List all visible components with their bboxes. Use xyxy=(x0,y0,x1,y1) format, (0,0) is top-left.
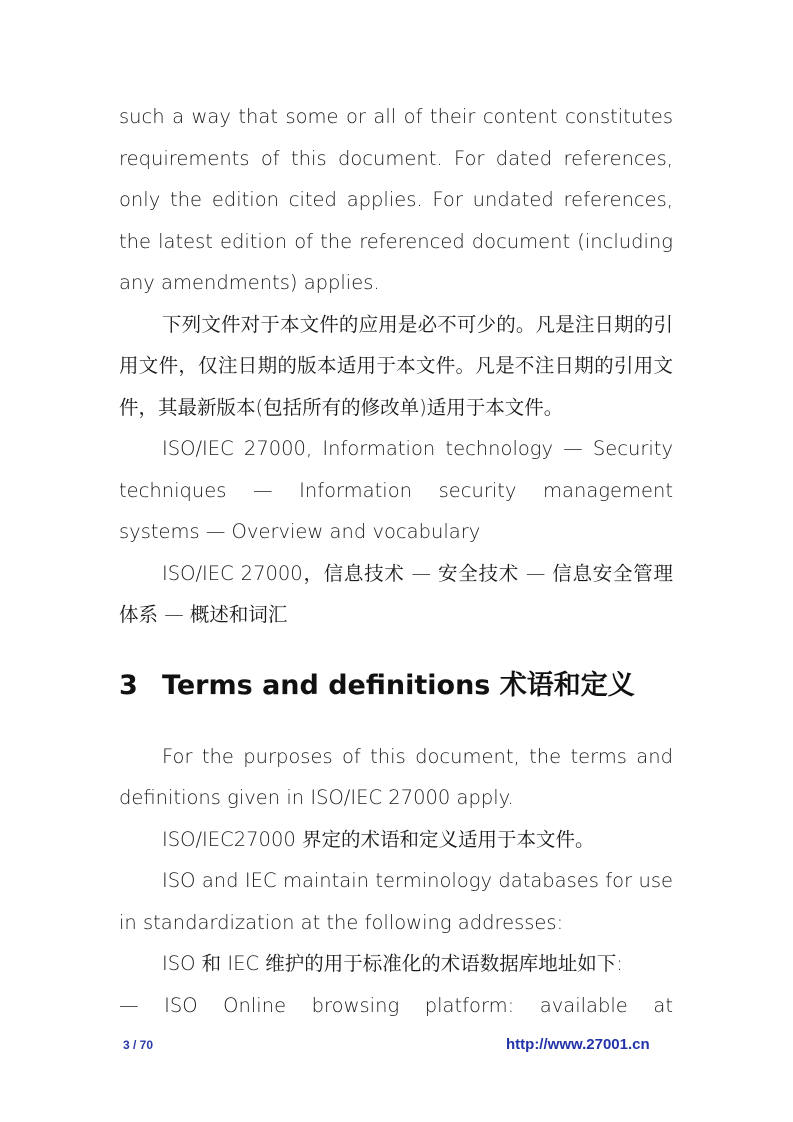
page-number: 3 / 70 xyxy=(123,1038,154,1052)
reference-iso27000-en: ISO/IEC 27000, Information technology — Security techniques — Information security management systems — Overview and vocabulary xyxy=(119,437,673,543)
page-content xyxy=(119,96,673,1026)
paragraph-databases-zh: ISO 和 IEC 维护的用于标准化的术语数据库地址如下: xyxy=(162,952,623,975)
paragraph-references-zh: 下列文件对于本文件的应用是必不可少的。凡是注日期的引用文件，仅注日期的版本适用于本文件。凡是不注日期的引用文件，其最新版本(包括所有的修改单)适用于本文件。 xyxy=(119,312,673,419)
section-heading xyxy=(119,636,673,736)
paragraph-references-en: such a way that some or all of their content constitutes requirements of this document. For dated references, only the edition cited applies. For undated references, the latest edition of the referenced document (including any amendments) applies. xyxy=(119,105,673,294)
list-item-iso-obp: — ISO Online browsing platform: available at xyxy=(119,993,673,1017)
footer-link[interactable]: http://www.27001.cn xyxy=(506,1036,650,1053)
paragraph-terms-zh: ISO/IEC27000 界定的术语和定义适用于本文件。 xyxy=(162,827,595,851)
reference-iso27000-zh: ISO/IEC 27000，信息技术 — 安全技术 — 信息安全管理体系 — 概述和词汇 xyxy=(119,561,673,626)
section-number: 3 xyxy=(119,669,138,701)
section-title: Terms and definitions 术语和定义 xyxy=(162,669,635,701)
paragraph-databases-en: ISO and IEC maintain terminology databases for use in standardization at the following addresses: xyxy=(119,869,673,934)
paragraph-terms-en: For the purposes of this document, the terms and definitions given in ISO/IEC 27000 apply. xyxy=(119,744,673,809)
